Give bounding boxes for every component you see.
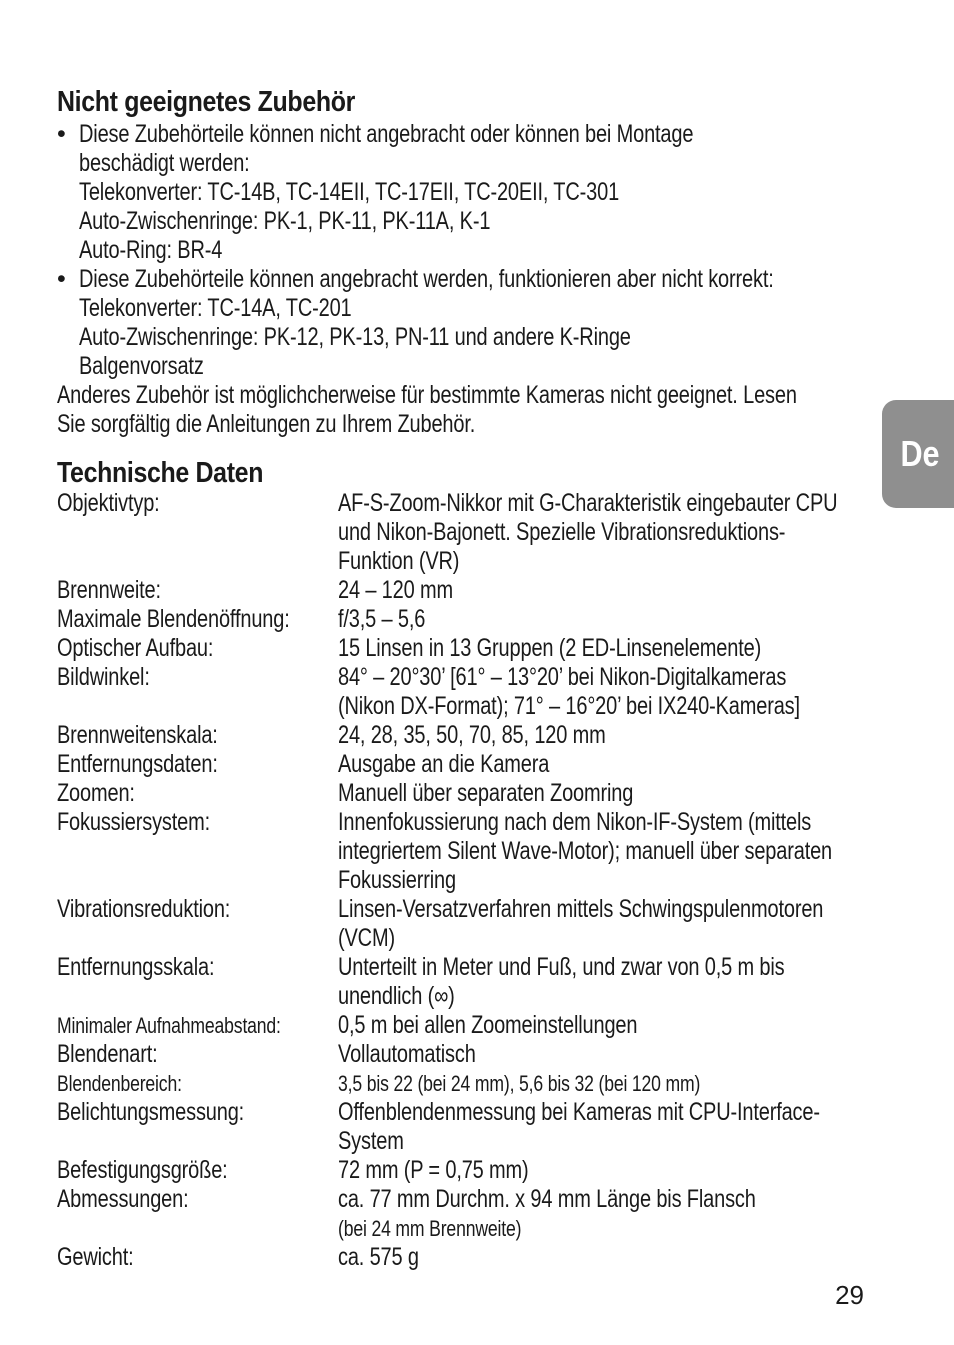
spec-value-line: Linsen-Versatzverfahren mittels Schwingspulenmotoren [338, 895, 824, 923]
spec-label: Zoomen: [57, 779, 135, 807]
spec-label: Maximale Blendenöffnung: [57, 605, 290, 633]
spec-value [338, 1098, 857, 1156]
spec-value-line: Fokussierring [338, 866, 456, 894]
bullet-dot-icon: • [57, 120, 66, 148]
spec-value-line: Manuell über separaten Zoomring [338, 779, 634, 807]
spec-value-line: Innenfokussierung nach dem Nikon-IF-System (mittels [338, 808, 812, 836]
spec-label: Entfernungsskala: [57, 953, 215, 981]
spec-row [57, 895, 857, 953]
spec-value-line: AF-S-Zoom-Nikkor mit G-Charakteristik eingebauter CPU [338, 489, 838, 517]
spec-value [338, 605, 857, 634]
spec-row [57, 750, 857, 779]
accessory-note [57, 381, 857, 439]
spec-value [338, 750, 857, 779]
spec-label: Optischer Aufbau: [57, 634, 214, 662]
spec-label: Objektivtyp: [57, 489, 160, 517]
spec-row [57, 605, 857, 634]
spec-row [57, 953, 857, 1011]
bullet-line: Telekonverter: TC-14B, TC-14EII, TC-17EII, TC-20EII, TC-301 [79, 178, 620, 206]
spec-row [57, 1040, 857, 1069]
spec-label: Gewicht: [57, 1243, 134, 1271]
bullet-line: Telekonverter: TC-14A, TC-201 [79, 294, 352, 322]
spec-value-line: und Nikon-Bajonett. Spezielle Vibrationsreduktions- [338, 518, 786, 546]
bullet-line: Auto-Zwischenringe: PK-12, PK-13, PN-11 und andere K-Ringe [79, 323, 631, 351]
spec-row [57, 1069, 857, 1098]
bullet-line: Balgenvorsatz [79, 352, 204, 380]
spec-row [57, 663, 857, 721]
spec-label: Fokussiersystem: [57, 808, 211, 836]
section-title-unsuitable-accessories: Nicht geeignetes Zubehör [57, 86, 355, 118]
spec-label: Bildwinkel: [57, 663, 150, 691]
spec-row [57, 1185, 857, 1243]
bullet-line: beschädigt werden: [79, 149, 250, 177]
spec-row [57, 576, 857, 605]
spec-value-line: 24 – 120 mm [338, 576, 453, 604]
spec-row [57, 721, 857, 750]
spec-value [338, 1069, 857, 1098]
spec-label: Belichtungsmessung: [57, 1098, 245, 1126]
spec-label: Brennweitenskala: [57, 721, 218, 749]
spec-value [338, 1185, 857, 1243]
spec-value-line: 3,5 bis 22 (bei 24 mm), 5,6 bis 32 (bei 120 mm) [338, 1071, 701, 1096]
bullet-dot-icon: • [57, 265, 66, 293]
spec-value-line: Offenblendenmessung bei Kameras mit CPU-Interface- [338, 1098, 820, 1126]
unsuitable-accessories-list [57, 120, 857, 381]
bullet-line: Diese Zubehörteile können nicht angebracht oder können bei Montage [79, 120, 694, 148]
spec-value [338, 808, 857, 895]
spec-value [338, 895, 857, 953]
specifications-table [57, 489, 857, 1272]
page-content [57, 84, 857, 1272]
spec-row [57, 1243, 857, 1272]
spec-value-line: Ausgabe an die Kamera [338, 750, 550, 778]
spec-row [57, 1011, 857, 1040]
spec-row [57, 634, 857, 663]
spec-value-line: Funktion (VR) [338, 547, 460, 575]
spec-value [338, 953, 857, 1011]
spec-row [57, 489, 857, 576]
bullet-line: Auto-Ring: BR-4 [79, 236, 223, 264]
spec-value [338, 1040, 857, 1069]
spec-row [57, 779, 857, 808]
bullet-line: Auto-Zwischenringe: PK-1, PK-11, PK-11A, K-1 [79, 207, 491, 235]
spec-value [338, 489, 857, 576]
spec-value-line: unendlich (∞) [338, 982, 455, 1010]
spec-label: Blendenbereich: [57, 1071, 182, 1096]
spec-value [338, 663, 857, 721]
language-tab [882, 400, 954, 508]
bullet-line: Diese Zubehörteile können angebracht werden, funktionieren aber nicht korrekt: [79, 265, 774, 293]
spec-value-line: 84° – 20°30’ [61° – 13°20’ bei Nikon-Digitalkameras [338, 663, 787, 691]
spec-value-line: Unterteilt in Meter und Fuß, und zwar von 0,5 m bis [338, 953, 785, 981]
spec-value-line: 0,5 m bei allen Zoomeinstellungen [338, 1011, 638, 1039]
spec-label: Brennweite: [57, 576, 161, 604]
bullet-item [57, 265, 857, 381]
spec-row [57, 808, 857, 895]
spec-value-line: System [338, 1127, 404, 1155]
spec-value [338, 634, 857, 663]
spec-value-line: 15 Linsen in 13 Gruppen (2 ED-Linsenelemente) [338, 634, 762, 662]
spec-label: Abmessungen: [57, 1185, 189, 1213]
spec-row [57, 1098, 857, 1156]
spec-value [338, 721, 857, 750]
language-tab-label: De [900, 433, 940, 474]
page-number: 29 [835, 1280, 864, 1310]
spec-value [338, 1156, 857, 1185]
spec-value [338, 1011, 857, 1040]
spec-value-line: ca. 77 mm Durchm. x 94 mm Länge bis Flansch [338, 1185, 756, 1213]
spec-value [338, 779, 857, 808]
note-line: Sie sorgfältig die Anleitungen zu Ihrem Zubehör. [57, 410, 476, 438]
bullet-item [57, 120, 857, 265]
spec-value-line: (VCM) [338, 924, 395, 952]
spec-value-line: f/3,5 – 5,6 [338, 605, 426, 633]
section-title-specifications: Technische Daten [57, 457, 264, 489]
spec-value [338, 576, 857, 605]
spec-value [338, 1243, 857, 1272]
spec-row [57, 1156, 857, 1185]
spec-value-line: Vollautomatisch [338, 1040, 476, 1068]
spec-value-line: 72 mm (P = 0,75 mm) [338, 1156, 529, 1184]
spec-label: Minimaler Aufnahmeabstand: [57, 1013, 281, 1038]
spec-value-line: 24, 28, 35, 50, 70, 85, 120 mm [338, 721, 606, 749]
spec-value-line: ca. 575 g [338, 1243, 419, 1271]
spec-label: Entfernungsdaten: [57, 750, 218, 778]
note-line: Anderes Zubehör ist möglichcherweise für bestimmte Kameras nicht geeignet. Lesen [57, 381, 797, 409]
spec-value-line: (Nikon DX-Format); 71° – 16°20’ bei IX240-Kameras] [338, 692, 800, 720]
spec-label: Befestigungsgröße: [57, 1156, 228, 1184]
spec-label: Blendenart: [57, 1040, 158, 1068]
spec-value-line: integriertem Silent Wave-Motor); manuell über separaten [338, 837, 833, 865]
spec-value-line: (bei 24 mm Brennweite) [338, 1216, 522, 1241]
spec-label: Vibrationsreduktion: [57, 895, 231, 923]
